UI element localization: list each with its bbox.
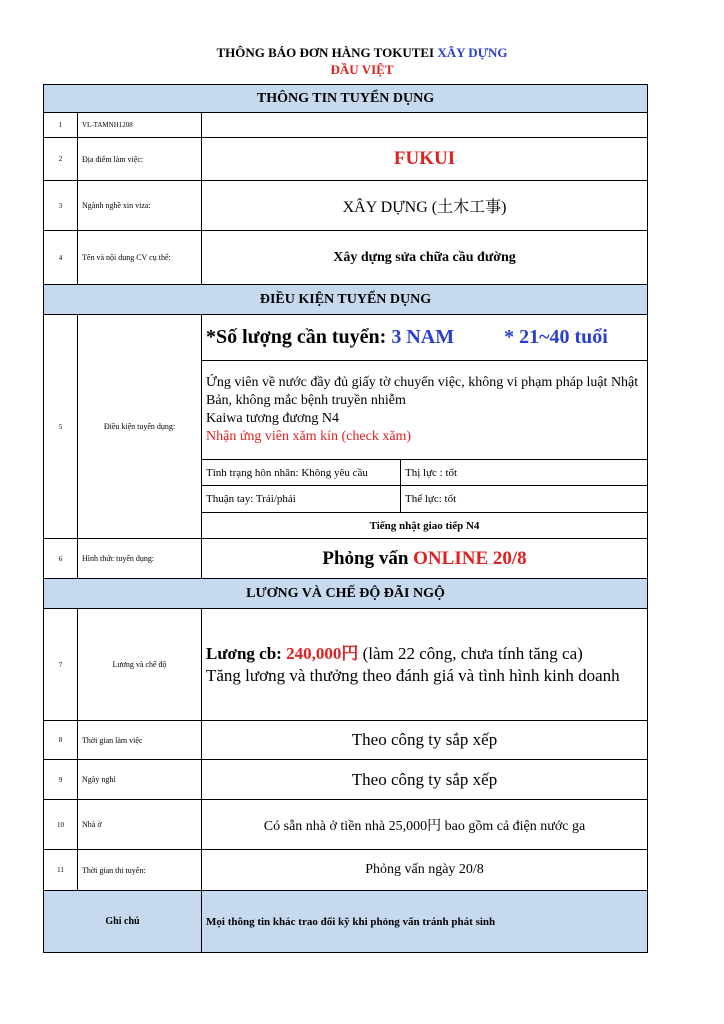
row-label-job-content: Tên và nội dung CV cụ thể: (78, 231, 202, 285)
age-range: * 21~40 tuổi (504, 326, 608, 348)
eyesight: Thị lực : tốt (401, 460, 648, 486)
visa-field-value: XÂY DỰNG (土木工事) (202, 181, 648, 231)
document-title (0, 45, 724, 61)
order-code: VL-TAMNH1208 (78, 113, 202, 138)
table-row (44, 760, 648, 800)
marital-status: Tình trạng hôn nhân: Không yêu cầu (202, 460, 401, 486)
job-content-value: Xây dựng sửa chữa cầu đường (202, 231, 648, 285)
row-number: 3 (44, 181, 78, 231)
row-number: 6 (44, 539, 78, 579)
row-label-visa-field: Ngành nghề xin viza: (78, 181, 202, 231)
row-label-location: Địa điểm làm việc: (78, 138, 202, 181)
quantity-label: *Số lượng cần tuyển: (206, 326, 387, 348)
table-row (44, 231, 648, 285)
section-row (44, 579, 648, 609)
salary-line (206, 643, 643, 665)
language-requirement: Tiếng nhật giao tiếp N4 (202, 513, 648, 539)
housing-value: Có sẵn nhà ở tiền nhà 25,000円 bao gồm cả điện nước ga (202, 800, 648, 850)
interview-date: ONLINE 20/8 (413, 547, 527, 569)
row-label-exam-time: Thời gian thi tuyển: (78, 850, 202, 891)
table-row (44, 800, 648, 850)
row-label-recruitment-form: Hình thức tuyển dụng: (78, 539, 202, 579)
notes-label: Ghi chú (44, 891, 202, 953)
working-time-value: Theo công ty sắp xếp (202, 721, 648, 760)
row-number: 10 (44, 800, 78, 850)
quantity-value: 3 NAM (391, 326, 455, 348)
interview-prefix: Phỏng vấn (322, 547, 409, 569)
table-row (44, 138, 648, 181)
row-label-days-off: Ngày nghỉ (78, 760, 202, 800)
row-number: 4 (44, 231, 78, 285)
requirement-documents: Ứng viên về nước đầy đủ giấy tờ chuyển việc, không vi phạm pháp luật Nhật Bản, không mắc bệnh truyền nhiễm (206, 375, 639, 408)
table-row (44, 539, 648, 579)
section-header-salary-benefits: LƯƠNG VÀ CHẾ ĐỘ ĐÃI NGỘ (44, 579, 648, 609)
requirements-block (202, 361, 648, 460)
section-header-recruitment-conditions: ĐIỀU KIỆN TUYỂN DỤNG (44, 285, 648, 315)
table-row (44, 315, 648, 361)
document-subtitle: ĐẦU VIỆT (330, 62, 394, 77)
table-row (44, 181, 648, 231)
row-label-conditions: Điều kiện tuyển dụng: (78, 315, 202, 539)
days-off-value: Theo công ty sắp xếp (202, 760, 648, 800)
salary-label: Lương cb: (206, 643, 282, 663)
salary-amount: 240,000円 (286, 643, 359, 663)
row-number: 9 (44, 760, 78, 800)
row-label-housing: Nhà ở (78, 800, 202, 850)
table-row (44, 113, 648, 138)
requirement-tattoo: Nhận ứng viên xăm kín (check xăm) (206, 429, 412, 444)
salary-block (202, 609, 648, 721)
table-row (44, 609, 648, 721)
order-form-table (43, 84, 648, 953)
row-label-working-time: Thời gian làm việc (78, 721, 202, 760)
section-header-recruitment-info: THÔNG TIN TUYỂN DỤNG (44, 85, 648, 113)
requirement-language: Kaiwa tương đương N4 (206, 411, 340, 426)
row-label-salary: Lương và chế độ (78, 609, 202, 721)
empty-cell (202, 113, 648, 138)
notes-row (44, 891, 648, 953)
row-number: 2 (44, 138, 78, 181)
row-number: 5 (44, 315, 78, 539)
row-number: 1 (44, 113, 78, 138)
recruitment-form-value (202, 539, 648, 579)
exam-time-value: Phỏng vấn ngày 20/8 (202, 850, 648, 891)
salary-raise-note: Tăng lương và thưởng theo đánh giá và tình hình kinh doanh (206, 665, 620, 685)
salary-note: (làm 22 công, chưa tính tăng ca) (362, 643, 583, 663)
quantity-line (202, 315, 648, 361)
row-number: 7 (44, 609, 78, 721)
location-value: FUKUI (202, 138, 648, 181)
table-row (44, 850, 648, 891)
table-row (44, 721, 648, 760)
section-row (44, 285, 648, 315)
handedness: Thuận tay: Trái/phải (202, 486, 401, 513)
row-number: 11 (44, 850, 78, 891)
section-row (44, 85, 648, 113)
physical-condition: Thể lực: tốt (401, 486, 648, 513)
row-number: 8 (44, 721, 78, 760)
title-accent: XÂY DỰNG (437, 45, 508, 60)
notes-value: Mọi thông tin khác trao đổi kỹ khi phỏng vấn tránh phát sinh (202, 891, 648, 953)
title-main: THÔNG BÁO ĐƠN HÀNG TOKUTEI (216, 45, 435, 60)
